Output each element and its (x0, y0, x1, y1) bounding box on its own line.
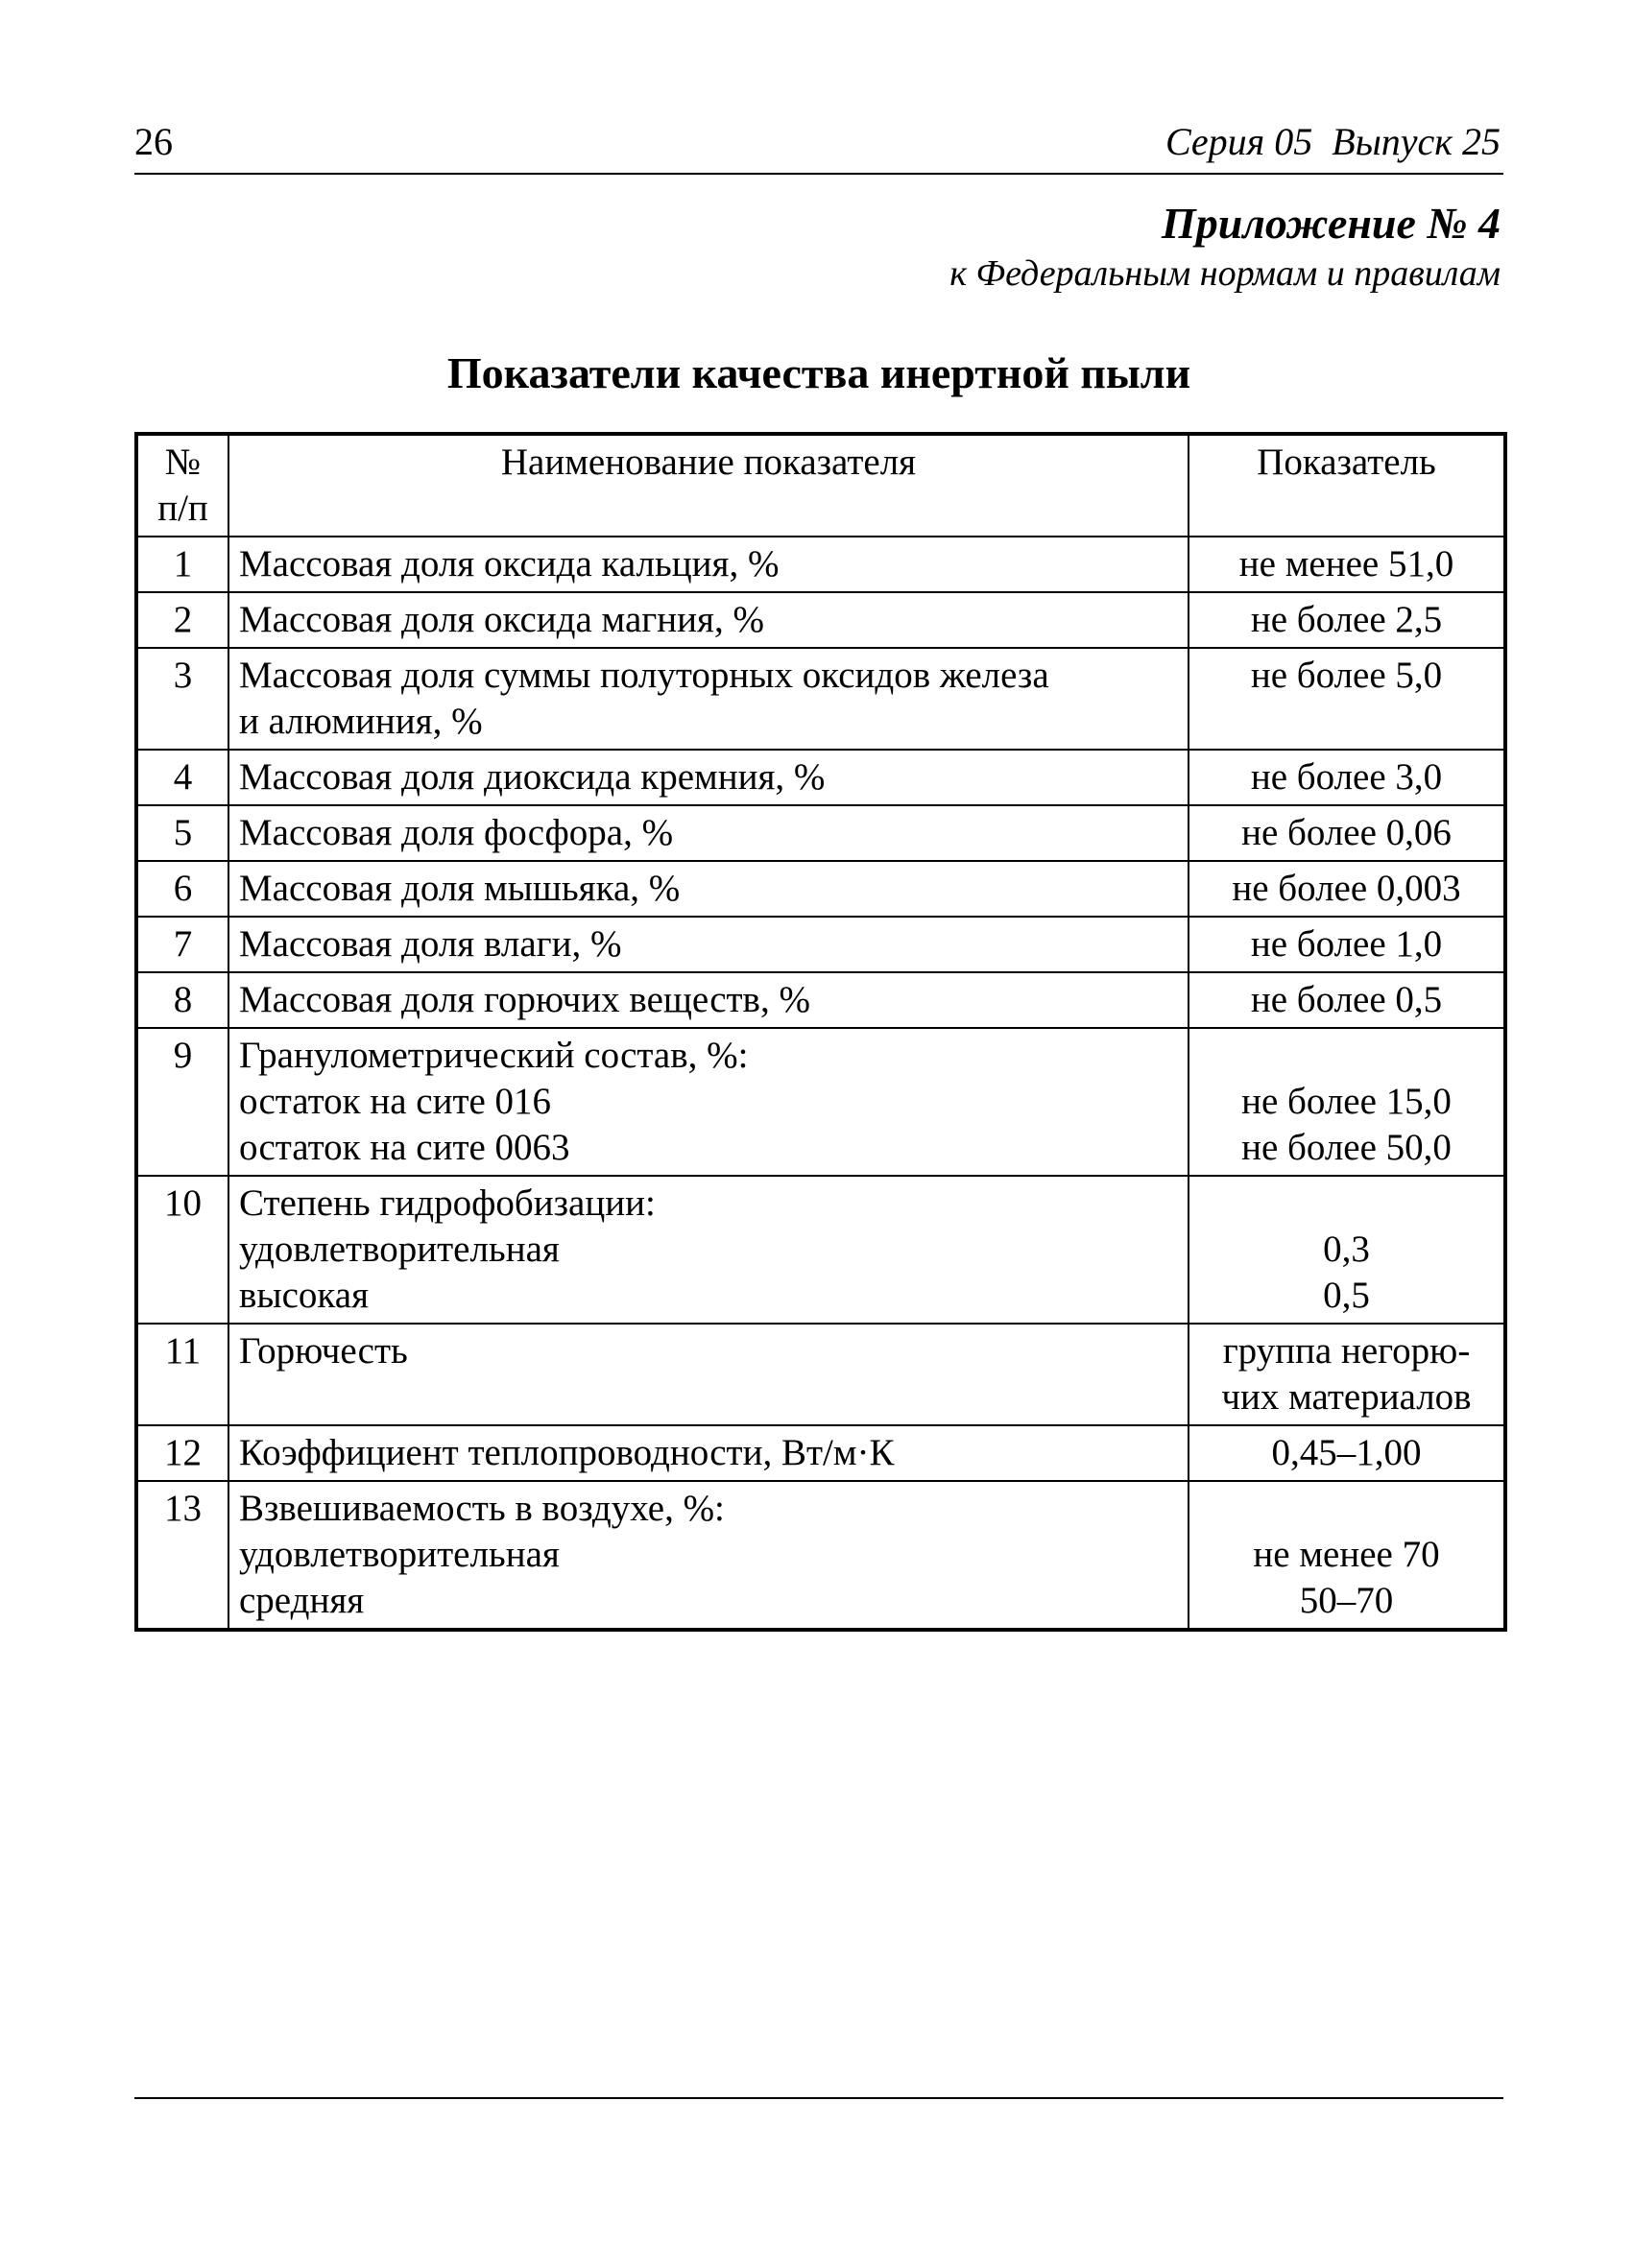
indicator-name-line: Массовая доля оксида магния, % (239, 599, 764, 640)
indicator-value (1189, 805, 1505, 861)
document-title: Показатели качества инертной пыли (446, 348, 1191, 397)
indicator-value (1189, 1324, 1505, 1425)
indicator-name-line: остаток на сите 016 (239, 1081, 552, 1122)
indicator-name-line: высокая (239, 1275, 370, 1316)
table-row (136, 972, 1505, 1028)
indicator-name (228, 1324, 1189, 1425)
row-number: 2 (136, 592, 228, 648)
indicator-name (228, 1176, 1189, 1324)
row-number: 5 (136, 805, 228, 861)
table-row (136, 917, 1505, 972)
row-number: 9 (136, 1028, 228, 1176)
row-number: 3 (136, 648, 228, 750)
table-row (136, 592, 1505, 648)
header-num (136, 434, 228, 537)
header-num-line: № (164, 442, 202, 483)
indicator-name (228, 592, 1189, 648)
indicator-name-line: Массовая доля оксида кальция, % (239, 543, 780, 585)
indicator-name-line: Массовая доля фосфора, % (239, 812, 674, 853)
indicator-name-line: удовлетворительная (239, 1229, 560, 1270)
indicator-name-line: Горючесть (239, 1330, 408, 1372)
table-row (136, 648, 1505, 750)
table-row (136, 1324, 1505, 1425)
indicator-value-line: 50–70 (1299, 1580, 1394, 1621)
indicator-name-line: Массовая доля мышьяка, % (239, 868, 681, 909)
header-value: Показатель (1189, 434, 1505, 537)
indicator-value-line: не менее 70 (1253, 1534, 1440, 1575)
indicator-name (228, 537, 1189, 592)
appendix-subtitle: к Федеральным нормам и правилам (949, 253, 1501, 294)
table-body (136, 537, 1505, 1630)
indicator-name (228, 648, 1189, 750)
indicator-value-line: не более 0,06 (1241, 812, 1452, 853)
row-number: 1 (136, 537, 228, 592)
row-number: 4 (136, 750, 228, 805)
row-number: 13 (136, 1481, 228, 1630)
indicator-value (1189, 917, 1505, 972)
series-header: Серия 05 Выпуск 25 (1165, 120, 1501, 163)
indicator-value-line: не более 0,5 (1250, 979, 1443, 1020)
table-row (136, 750, 1505, 805)
table-header-row (136, 434, 1505, 537)
indicator-value (1189, 972, 1505, 1028)
indicator-value-line: не более 5,0 (1250, 655, 1443, 696)
row-number: 10 (136, 1176, 228, 1324)
indicator-value-line: группа негорю- (1222, 1330, 1471, 1372)
table-row (136, 805, 1505, 861)
indicator-value (1189, 648, 1505, 750)
table-row (136, 537, 1505, 592)
indicator-name-line: Массовая доля суммы полуторных оксидов железа (239, 655, 1049, 696)
indicator-value-line (1199, 1181, 1494, 1227)
row-number: 6 (136, 861, 228, 917)
indicator-value-line: 0,5 (1323, 1275, 1370, 1316)
indicator-name-line: Коэффициент теплопроводности, Вт/м·К (239, 1432, 895, 1473)
indicator-name (228, 750, 1189, 805)
indicator-value-line (1199, 1486, 1494, 1532)
indicator-name-line: остаток на сите 0063 (239, 1127, 570, 1168)
indicator-value-line (1199, 1033, 1494, 1079)
quality-indicators-table (134, 432, 1507, 1632)
indicator-value-line: не менее 51,0 (1238, 543, 1454, 585)
indicator-value-line: 0,45–1,00 (1271, 1432, 1422, 1473)
indicator-name-line: Степень гидрофобизации: (239, 1182, 656, 1224)
indicator-name-line: удовлетворительная (239, 1534, 560, 1575)
table-row (136, 1176, 1505, 1324)
indicator-name (228, 972, 1189, 1028)
indicator-value-line: не более 1,0 (1250, 923, 1443, 965)
table-row (136, 1481, 1505, 1630)
indicator-name-line: Массовая доля влаги, % (239, 923, 622, 965)
indicator-name-line: Массовая доля диоксида кремния, % (239, 756, 826, 798)
header-rule (134, 173, 1503, 175)
row-number: 11 (136, 1324, 228, 1425)
indicator-name-line: Взвешиваемость в воздухе, %: (239, 1488, 725, 1529)
indicator-name (228, 1425, 1189, 1481)
indicator-value-line: не более 3,0 (1250, 756, 1443, 798)
row-number: 7 (136, 917, 228, 972)
indicator-value-line: чих материалов (1221, 1376, 1472, 1418)
row-number: 12 (136, 1425, 228, 1481)
appendix-title: Приложение № 4 (1161, 199, 1501, 248)
indicator-value (1189, 1425, 1505, 1481)
indicator-value (1189, 592, 1505, 648)
table-row (136, 861, 1505, 917)
footer-rule (134, 2097, 1503, 2099)
indicator-value (1189, 1028, 1505, 1176)
indicator-value-line: не более 50,0 (1241, 1127, 1452, 1168)
indicator-value-line: не более 2,5 (1250, 599, 1443, 640)
indicator-value (1189, 1176, 1505, 1324)
indicator-value-line: 0,3 (1323, 1229, 1370, 1270)
indicator-name (228, 1481, 1189, 1630)
indicator-name (228, 805, 1189, 861)
indicator-value-line: не более 15,0 (1241, 1081, 1452, 1122)
header-name: Наименование показателя (228, 434, 1189, 537)
indicator-name-line: и алюминия, % (239, 701, 483, 742)
indicator-name (228, 1028, 1189, 1176)
page-number: 26 (134, 120, 173, 163)
indicator-name (228, 917, 1189, 972)
indicator-value (1189, 1481, 1505, 1630)
indicator-name-line: средняя (239, 1580, 365, 1621)
indicator-name-line: Гранулометрический состав, %: (239, 1035, 749, 1076)
table-row (136, 1425, 1505, 1481)
quality-table-container (134, 432, 1503, 1632)
indicator-value (1189, 537, 1505, 592)
row-number: 8 (136, 972, 228, 1028)
indicator-value (1189, 861, 1505, 917)
indicator-name (228, 861, 1189, 917)
table-row (136, 1028, 1505, 1176)
indicator-value (1189, 750, 1505, 805)
header-num-line: п/п (157, 488, 208, 529)
indicator-value-line: не более 0,003 (1232, 868, 1461, 909)
indicator-name-line: Массовая доля горючих веществ, % (239, 979, 810, 1020)
